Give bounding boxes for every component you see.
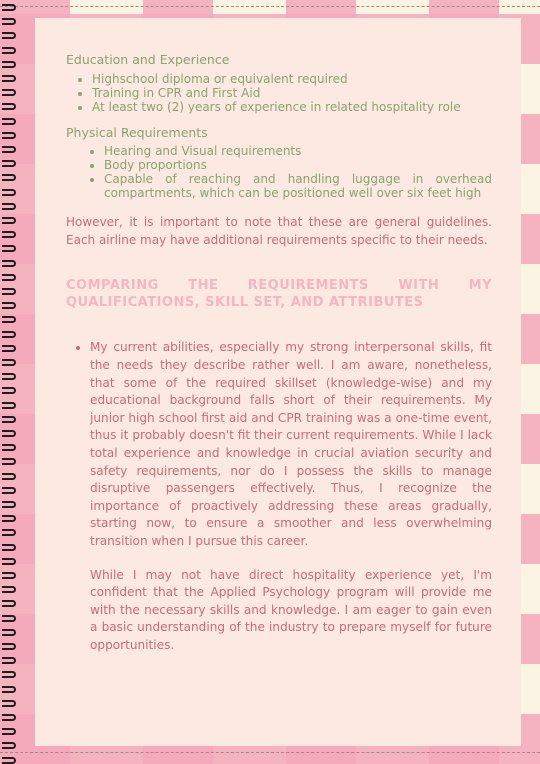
spiral-ring [2, 600, 16, 607]
spiral-ring [2, 359, 16, 366]
spiral-ring [2, 586, 16, 593]
spiral-ring [2, 700, 16, 707]
spiral-ring [2, 430, 16, 437]
general-note: However, it is important to note that these are general guidelines. Each airline may have additional requirements specific to their needs. [66, 215, 492, 247]
spiral-ring [2, 728, 16, 735]
closing-paragraph: While I may not have direct hospitality experience yet, I'm confident that the Applied Psychology program will provide me with the necessary skills and knowledge. I am eager to gain even a basic understanding of the industry to prepare myself for future opportunities. [90, 567, 492, 652]
spiral-ring [2, 501, 16, 508]
spiral-ring [2, 544, 16, 551]
spiral-ring [2, 515, 16, 522]
spiral-ring [2, 458, 16, 465]
spiral-ring [2, 47, 16, 54]
list-item: • Training in CPR and First Aid [92, 86, 492, 100]
spiral-ring [2, 444, 16, 451]
spiral-ring [2, 260, 16, 267]
spiral-ring [2, 160, 16, 167]
spiral-ring [2, 487, 16, 494]
spiral-ring [2, 529, 16, 536]
spiral-ring [2, 75, 16, 82]
spiral-ring [2, 18, 16, 25]
section-heading: COMPARING THE REQUIREMENTS WITH MY QUALIFICATIONS, SKILL SET, AND ATTRIBUTES [66, 278, 492, 311]
education-list [66, 72, 492, 115]
spiral-ring [2, 174, 16, 181]
spiral-ring [2, 387, 16, 394]
spiral-ring [2, 373, 16, 380]
spiral-ring [2, 572, 16, 579]
spiral-ring [2, 217, 16, 224]
spiral-ring [2, 274, 16, 281]
spiral-ring [2, 671, 16, 678]
spiral-ring [2, 32, 16, 39]
list-item: • My current abilities, especially my strong interpersonal skills, fit the needs they describe rather well. I am aware, nonetheless, that some of the required skillset (knowledge-wise) and my educational background falls short of their requirements. My junior high school first aid and CPR training was a one-time event, thus it probably doesn't fit their current requirements. While I lack total experience and knowledge in crucial aviation security and safety requirements, nor do I possess the skills to manage disruptive passengers effectively. Thus, I recognize the importance of proactively addressing these areas gradually, starting now, to ensure a smoother and less overwhelming transition when I pursue this career. [90, 339, 492, 550]
spiral-ring [2, 331, 16, 338]
list-item: • At least two (2) years of experience in related hospitality role [92, 100, 492, 114]
comparison-list [66, 339, 492, 550]
spiral-ring [2, 245, 16, 252]
spiral-ring [2, 402, 16, 409]
physical-list [66, 144, 492, 201]
bottom-dashed-guide [0, 752, 540, 753]
list-item: • Body proportions [104, 158, 492, 172]
spiral-ring [2, 231, 16, 238]
spiral-ring [2, 146, 16, 153]
spiral-ring [2, 416, 16, 423]
spiral-ring [2, 118, 16, 125]
spiral-ring [2, 615, 16, 622]
spiral-ring [2, 316, 16, 323]
spiral-ring [2, 189, 16, 196]
list-item: • Highschool diploma or equivalent required [92, 72, 492, 86]
spiral-ring [2, 757, 16, 764]
spiral-ring [2, 4, 16, 11]
page-content [66, 52, 492, 655]
top-dashed-guide [0, 6, 540, 7]
spiral-ring [2, 288, 16, 295]
spiral-ring [2, 558, 16, 565]
spiral-ring [2, 89, 16, 96]
spiral-ring [2, 103, 16, 110]
list-item: • Capable of reaching and handling luggage in overhead compartments, which can be positioned well over six feet high [104, 172, 492, 200]
education-heading: Education and Experience [66, 52, 230, 67]
spiral-ring [2, 686, 16, 693]
spiral-ring [2, 643, 16, 650]
physical-heading: Physical Requirements [66, 124, 208, 140]
spiral-ring [2, 742, 16, 749]
spiral-ring [2, 629, 16, 636]
spiral-ring [2, 203, 16, 210]
spiral-ring [2, 132, 16, 139]
spiral-ring [2, 302, 16, 309]
spiral-ring [2, 345, 16, 352]
spiral-ring [2, 61, 16, 68]
list-item: • Hearing and Visual requirements [104, 144, 492, 158]
spiral-binding [0, 0, 22, 764]
spiral-ring [2, 714, 16, 721]
spiral-ring [2, 473, 16, 480]
spiral-ring [2, 657, 16, 664]
